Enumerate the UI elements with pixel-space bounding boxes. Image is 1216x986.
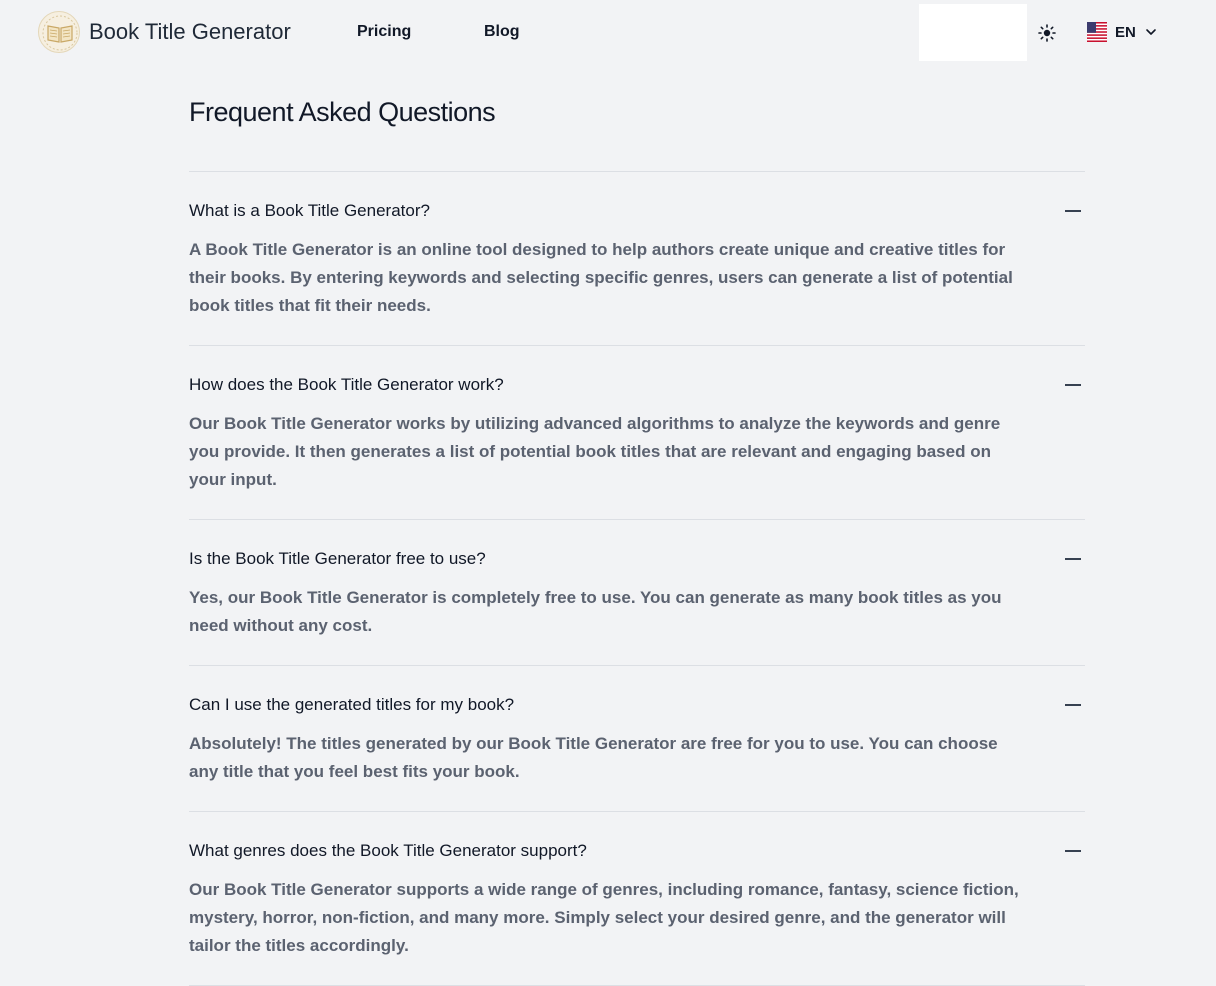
language-selector[interactable]: [1087, 21, 1158, 43]
logo[interactable]: [38, 11, 80, 53]
nav-pricing-link[interactable]: Pricing: [357, 23, 412, 40]
faq-list: [189, 171, 1085, 986]
collapse-minus-icon[interactable]: [1065, 704, 1081, 706]
collapse-minus-icon[interactable]: [1065, 850, 1081, 852]
collapse-minus-icon[interactable]: [1065, 558, 1081, 560]
faq-answer: Our Book Title Generator supports a wide range of genres, including romance, fantasy, science fiction, mystery, horror, non-fiction, and many more. Simply select your desired genre, and the generator will tailor the titles accordingly.: [189, 880, 1019, 955]
faq-question[interactable]: What genres does the Book Title Generator support?: [189, 841, 587, 860]
faq-answer: Our Book Title Generator works by utilizing advanced algorithms to analyze the keywords and genre you provide. It then generates a list of potential book titles that are relevant and engaging based on your input.: [189, 414, 1001, 489]
nav-blog-link[interactable]: Blog: [484, 23, 520, 40]
faq-answer: Yes, our Book Title Generator is completely free to use. You can generate as many book titles as you need without any cost.: [189, 588, 1002, 635]
us-flag-icon: [1087, 22, 1107, 42]
faq-question[interactable]: Is the Book Title Generator free to use?: [189, 549, 486, 568]
chevron-down-icon: [1144, 25, 1158, 39]
sun-icon: [1036, 22, 1058, 44]
collapse-minus-icon[interactable]: [1065, 210, 1081, 212]
faq-section: [189, 90, 1085, 986]
site-header: [0, 0, 1216, 64]
faq-answer: Absolutely! The titles generated by our Book Title Generator are free for you to use. You can choose any title that you feel best fits your book.: [189, 734, 998, 781]
faq-item: [189, 346, 1085, 520]
faq-item: [189, 812, 1085, 986]
faq-item: [189, 666, 1085, 812]
theme-toggle-button[interactable]: [1036, 22, 1058, 44]
faq-question[interactable]: Can I use the generated titles for my book?: [189, 695, 515, 714]
brand-name[interactable]: Book Title Generator: [89, 19, 291, 44]
book-logo-icon: [39, 12, 81, 54]
header-blank-slot: [919, 4, 1027, 61]
faq-item: [189, 172, 1085, 346]
language-code: EN: [1115, 23, 1136, 41]
faq-question[interactable]: What is a Book Title Generator?: [189, 201, 430, 220]
faq-question[interactable]: How does the Book Title Generator work?: [189, 375, 504, 394]
faq-item: [189, 520, 1085, 666]
collapse-minus-icon[interactable]: [1065, 384, 1081, 386]
faq-answer: A Book Title Generator is an online tool designed to help authors create unique and creative titles for their books. By entering keywords and selecting specific genres, users can generate a list of potential book titles that fit their needs.: [189, 240, 1013, 315]
faq-title: Frequent Asked Questions: [189, 97, 496, 127]
